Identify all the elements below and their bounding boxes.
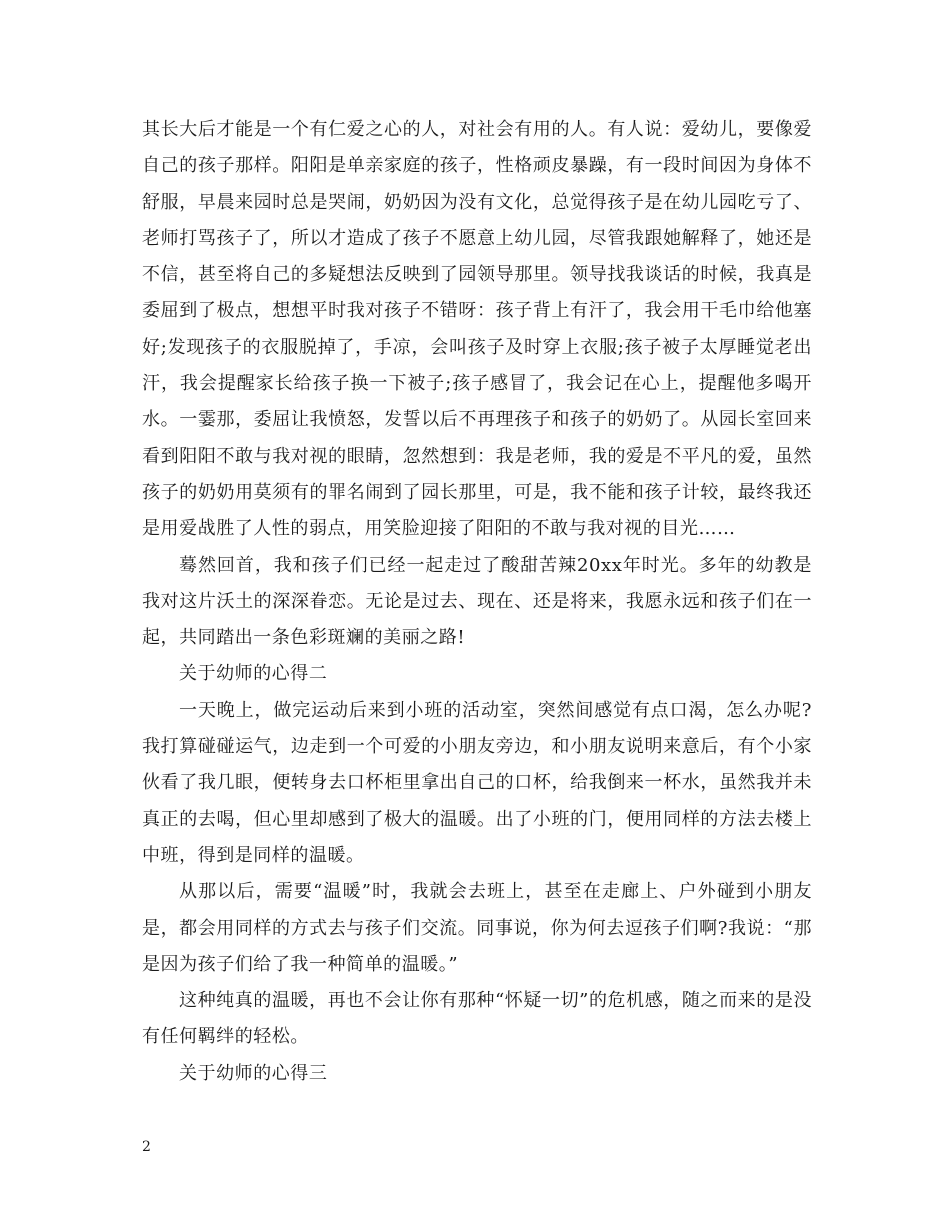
paragraph-3: 一天晚上，做完运动后来到小班的活动室，突然间感觉有点口渴，怎么办呢?我打算碰碰运气，边走到一个可爱的小朋友旁边，和小朋友说明来意后，有个小家伙看了我几眼，便转身去口杯柜里拿出自己的口杯，给我倒来一杯水，虽然我并未真正的去喝，但心里却感到了极大的温暖。出了小班的门，便用同样的方法去楼上中班，得到是同样的温暖。	[142, 699, 812, 866]
section-heading-3: 关于幼师的心得三	[179, 1062, 328, 1084]
section-heading-2: 关于幼师的心得二	[179, 663, 328, 685]
paragraph-4: 从那以后，需要“温暖”时，我就会去班上，甚至在走廊上、户外碰到小朋友是，都会用同样的方式去与孩子们交流。同事说，你为何去逗孩子们啊?我说：“那是因为孩子们给了我一种简单的温暖。”	[142, 881, 812, 975]
page-number: 2	[142, 1139, 151, 1155]
paragraph-1: 其长大后才能是一个有仁爱之心的人，对社会有用的人。有人说：爱幼儿，要像爱自己的孩子那样。阳阳是单亲家庭的孩子，性格顽皮暴躁，有一段时间因为身体不舒服，早晨来园时总是哭闹，奶奶因为没有文化，总觉得孩子是在幼儿园吃亏了、老师打骂孩子了，所以才造成了孩子不愿意上幼儿园，尽管我跟她解释了，她还是不信，甚至将自己的多疑想法反映到了园领导那里。领导找我谈话的时候，我真是委屈到了极点，想想平时我对孩子不错呀：孩子背上有汗了，我会用干毛巾给他塞好;发现孩子的衣服脱掉了，手凉，会叫孩子及时穿上衣服;孩子被子太厚睡觉老出汗，我会提醒家长给孩子换一下被子;孩子感冒了，我会记在心上，提醒他多喝开水。一霎那，委屈让我愤怒，发誓以后不再理孩子和孩子的奶奶了。从园长室回来看到阳阳不敢与我对视的眼睛，忽然想到：我是老师，我的爱是不平凡的爱，虽然孩子的奶奶用莫须有的罪名闹到了园长那里，可是，我不能和孩子计较，最终我还是用爱战胜了人性的弱点，用笑脸迎接了阳阳的不敢与我对视的目光……	[142, 119, 812, 540]
paragraph-5: 这种纯真的温暖，再也不会让你有那种“怀疑一切”的危机感，随之而来的是没有任何羁绊的轻松。	[142, 990, 812, 1048]
document-body	[142, 112, 812, 1092]
paragraph-2: 蓦然回首，我和孩子们已经一起走过了酸甜苦辣20xx年时光。多年的幼教是我对这片沃土的深深眷恋。无论是过去、现在、还是将来，我愿永远和孩子们在一起，共同踏出一条色彩斑斓的美丽之路!	[142, 554, 812, 649]
